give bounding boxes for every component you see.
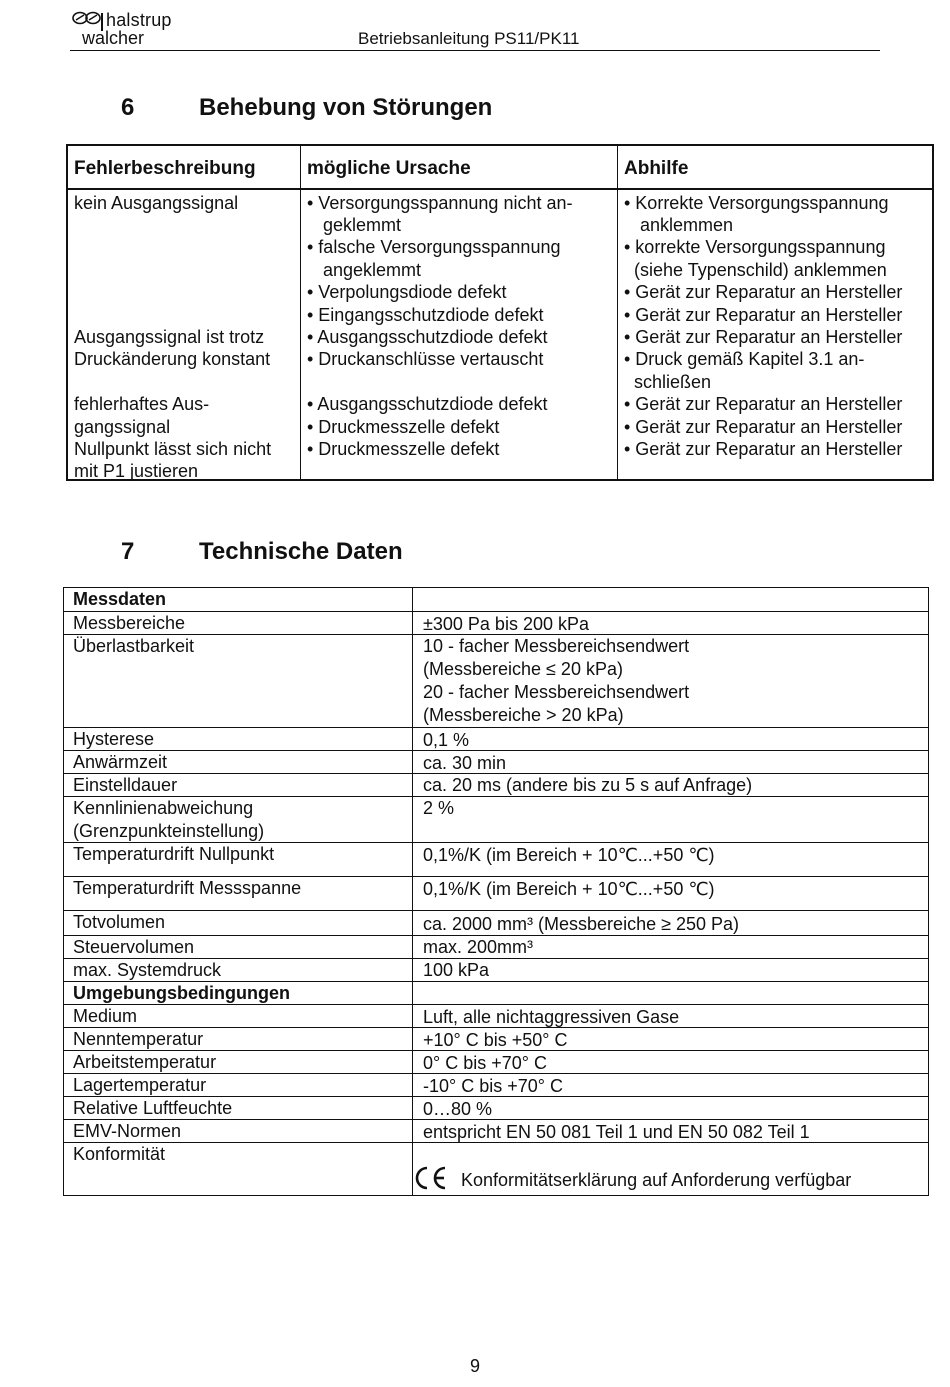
header-fehlerbeschreibung: Fehlerbeschreibung [74, 158, 256, 179]
remedy: • Gerät zur Reparatur an Hersteller [624, 305, 903, 325]
spec-label: Totvolumen [73, 912, 166, 932]
spec-value: ca. 30 min [423, 753, 507, 773]
spec-value: 0,1 % [423, 730, 470, 750]
spec-value: 10 - facher Messbereichsendwert [423, 636, 690, 656]
spec-value: 0…80 % [423, 1099, 493, 1119]
remedy: • Gerät zur Reparatur an Hersteller [624, 394, 903, 414]
remedy: • Gerät zur Reparatur an Hersteller [624, 327, 903, 347]
spec-value: Konformitätserklärung auf Anforderung verfügbar [461, 1170, 852, 1190]
spec-label: Relative Luftfeuchte [73, 1098, 233, 1118]
table-row [64, 1050, 928, 1073]
spec-label: EMV-Normen [73, 1121, 182, 1141]
spec-label: Einstelldauer [73, 775, 178, 795]
spec-value: (Messbereiche > 20 kPa) [423, 705, 624, 725]
spec-label: Medium [73, 1006, 138, 1026]
group-heading-messdaten: Messdaten [73, 589, 167, 609]
spec-value: max. 200mm³ [423, 937, 534, 957]
table-row [64, 981, 928, 1004]
table-row [64, 1119, 928, 1142]
possible-cause: angeklemmt [323, 260, 422, 280]
logo-text-walcher: walcher [82, 28, 145, 48]
page-number: 9 [469, 1356, 480, 1376]
header-rule [70, 50, 880, 51]
possible-cause: • Ausgangsschutzdiode defekt [307, 394, 548, 414]
fault-description: gangssignal [74, 417, 171, 437]
possible-cause: • Verpolungsdiode defekt [307, 282, 507, 302]
possible-cause: • falsche Versorgungsspannung [307, 237, 561, 257]
table-row [64, 611, 928, 634]
spec-label: max. Systemdruck [73, 960, 222, 980]
spec-value: 0,1%/K (im Bereich + 10℃...+50 ℃) [423, 879, 715, 899]
table-row [64, 876, 928, 910]
possible-cause: • Druckmesszelle defekt [307, 417, 500, 437]
table-row [64, 935, 928, 958]
logo-mark-icon [72, 11, 102, 25]
spec-label: Steuervolumen [73, 937, 195, 957]
spec-value: ±300 Pa bis 200 kPa [423, 614, 589, 634]
spec-value: +10° C bis +50° C [423, 1030, 568, 1050]
fault-description: Ausgangssignal ist trotz [74, 327, 265, 347]
table-row [64, 773, 928, 796]
spec-value: 20 - facher Messbereichsendwert [423, 682, 690, 702]
remedy: schließen [634, 372, 712, 392]
ce-mark-icon [414, 1165, 448, 1191]
spec-label: Hysterese [73, 729, 155, 749]
spec-value: 0,1%/K (im Bereich + 10℃...+50 ℃) [423, 845, 715, 865]
spec-label: Nenntemperatur [73, 1029, 204, 1049]
header-abhilfe: Abhilfe [624, 158, 689, 179]
fault-description: mit P1 justieren [74, 461, 199, 481]
remedy: • Gerät zur Reparatur an Hersteller [624, 439, 903, 459]
logo-text-halstrup: halstrup [106, 10, 172, 30]
spec-value: entspricht EN 50 081 Teil 1 und EN 50 082 Teil 1 [423, 1122, 810, 1142]
spec-value: ca. 2000 mm³ (Messbereiche ≥ 250 Pa) [423, 914, 740, 934]
possible-cause: • Versorgungsspannung nicht an- [307, 193, 573, 213]
remedy: • Korrekte Versorgungsspannung [624, 193, 889, 213]
fault-description: fehlerhaftes Aus- [74, 394, 210, 414]
spec-value: -10° C bis +70° C [423, 1076, 563, 1096]
spec-value: 2 % [423, 798, 455, 818]
remedy: • Gerät zur Reparatur an Hersteller [624, 282, 903, 302]
table-row [64, 727, 928, 750]
possible-cause: • Druckanschlüsse vertauscht [307, 349, 544, 369]
technical-data-table [63, 587, 929, 1196]
section-7-number: 7 [121, 538, 135, 565]
spec-value: Luft, alle nichtaggressiven Gase [423, 1007, 680, 1027]
table-row [64, 958, 928, 981]
spec-value: 0° C bis +70° C [423, 1053, 547, 1073]
document-title: Betriebsanleitung PS11/PK11 [358, 29, 580, 48]
remedy: • Gerät zur Reparatur an Hersteller [624, 417, 903, 437]
fault-description: Druckänderung konstant [74, 349, 271, 369]
spec-label: Kennlinienabweichung [73, 798, 254, 818]
possible-cause: geklemmt [323, 215, 402, 235]
spec-label: Überlastbarkeit [73, 636, 195, 656]
table-row [64, 1096, 928, 1119]
table-row [64, 1027, 928, 1050]
spec-label: Arbeitstemperatur [73, 1052, 217, 1072]
spec-label: Lagertemperatur [73, 1075, 207, 1095]
fault-description: kein Ausgangssignal [74, 193, 239, 213]
table-row [64, 1073, 928, 1096]
section-6-number: 6 [121, 94, 135, 121]
group-heading-umgebungsbedingungen: Umgebungsbedingungen [73, 983, 290, 1003]
spec-value: ca. 20 ms (andere bis zu 5 s auf Anfrage) [423, 775, 753, 795]
fault-description: Nullpunkt lässt sich nicht [74, 439, 272, 459]
section-7-title: Technische Daten [199, 538, 403, 565]
spec-value: (Messbereiche ≤ 20 kPa) [423, 659, 623, 679]
table-row [64, 910, 928, 935]
possible-cause: • Ausgangsschutzdiode defekt [307, 327, 548, 347]
table-row [64, 796, 928, 842]
spec-label: Messbereiche [73, 613, 186, 633]
possible-cause: • Eingangsschutzdiode defekt [307, 305, 544, 325]
spec-label: Temperaturdrift Nullpunkt [73, 844, 275, 864]
remedy: • Druck gemäß Kapitel 3.1 an- [624, 349, 865, 369]
table-row [64, 750, 928, 773]
remedy: (siehe Typenschild) anklemmen [634, 260, 887, 280]
section-6-title: Behebung von Störungen [199, 94, 493, 121]
spec-label: (Grenzpunkteinstellung) [73, 821, 265, 841]
remedy: • korrekte Versorgungsspannung [624, 237, 886, 257]
troubleshooting-table [66, 144, 934, 481]
table-row [64, 634, 928, 727]
spec-label: Konformität [73, 1144, 166, 1164]
remedy: anklemmen [640, 215, 734, 235]
company-logo [72, 7, 222, 49]
spec-value: 100 kPa [423, 960, 490, 980]
table-row [64, 1004, 928, 1027]
table-row [64, 842, 928, 876]
table-row [64, 1142, 928, 1196]
spec-label: Anwärmzeit [73, 752, 168, 772]
header-moegliche-ursache: mögliche Ursache [307, 158, 471, 179]
spec-label: Temperaturdrift Messspanne [73, 878, 302, 898]
possible-cause: • Druckmesszelle defekt [307, 439, 500, 459]
table-row [64, 588, 928, 611]
